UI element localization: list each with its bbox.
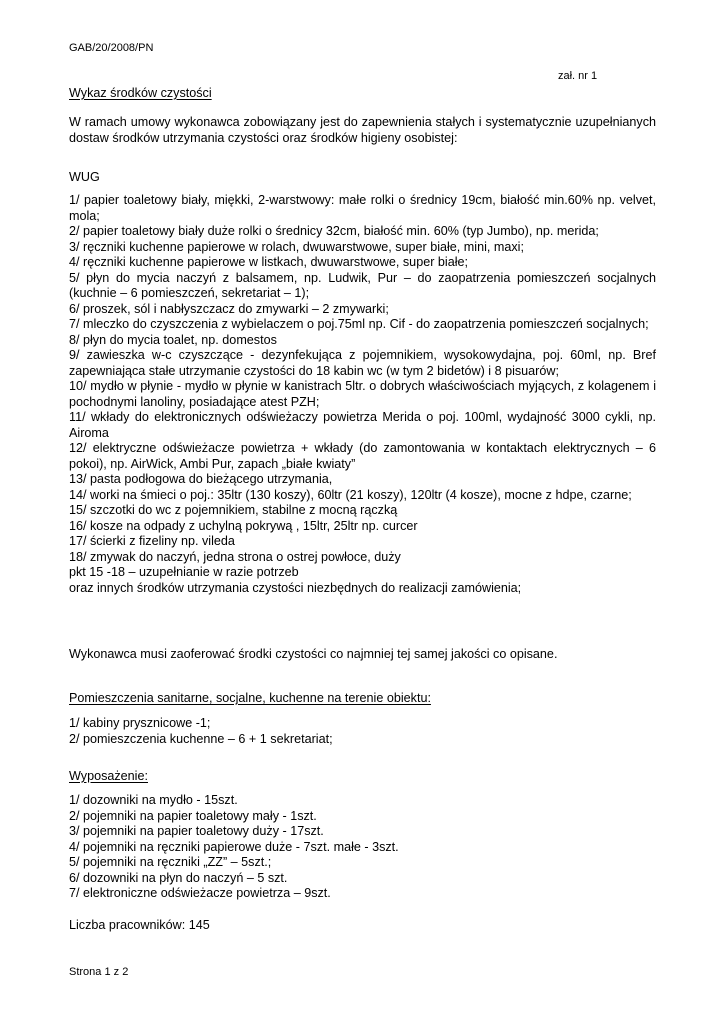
list-item: 3/ pojemniki na papier toaletowy duży - 17szt. xyxy=(69,824,324,838)
list-item: 4/ pojemniki na ręczniki papierowe duże - 7szt. małe - 3szt. xyxy=(69,839,399,854)
list-item: 1/ dozowniki na mydło - 15szt. xyxy=(69,793,238,807)
attachment-label: zał. nr 1 xyxy=(558,70,598,82)
document-reference: GAB/20/2008/PN xyxy=(69,42,154,54)
list-item: 1/ papier toaletowy biały, miękki, 2-warstwowy: małe rolki o średnicy 19cm, białość min.60% np. velvet, mola; xyxy=(69,193,656,223)
list-item: 9/ zawieszka w-c czyszczące - dezynfekująca z pojemnikiem, wysokowydajna, poj. 60ml, np. Bref zapewniająca stałe utrzymanie czystości do 18 kabin wc (w tym 2 bidetów) i 8 pisuarów; xyxy=(69,348,656,378)
list-item: 7/ elektroniczne odświeżacze powietrza – 9szt. xyxy=(69,886,331,900)
list-item: 6/ dozowniki na płyn do naczyń – 5 szt. xyxy=(69,870,288,885)
rooms-heading: Pomieszczenia sanitarne, socjalne, kuchenne na terenie obiektu: xyxy=(69,691,431,705)
equipment-list xyxy=(69,793,399,902)
list-item: 10/ mydło w płynie - mydło w płynie w kanistrach 5ltr. o dobrych właściwościach myjących, z kolagenem i pochodnymi lanoliny, posiadające atest PZH; xyxy=(69,379,656,409)
list-item: pkt 15 -18 – uzupełnianie w razie potrzeb xyxy=(69,565,299,579)
list-item: oraz innych środków utrzymania czystości niezbędnych do realizacji zamówienia; xyxy=(69,580,522,595)
list-item: 8/ płyn do mycia toalet, np. domestos xyxy=(69,332,277,347)
rooms-list xyxy=(69,716,333,747)
quality-note: Wykonawca musi zaoferować środki czystości co najmniej tej samej jakości co opisane. xyxy=(69,647,558,661)
list-item: 2/ pojemniki na papier toaletowy mały - 1szt. xyxy=(69,808,317,823)
list-item: 7/ mleczko do czyszczenia z wybielaczem o poj.75ml np. Cif - do zaopatrzenia pomieszczeń socjalnych; xyxy=(69,317,649,331)
list-item: 5/ płyn do mycia naczyń z balsamem, np. Ludwik, Pur – do zaopatrzenia pomieszczeń socjalnych (kuchnie – 6 pomieszczeń, sekretariat – 1); xyxy=(69,270,656,300)
list-item: 18/ zmywak do naczyń, jedna strona o ostrej powłoce, duży xyxy=(69,549,401,564)
intro-paragraph: W ramach umowy wykonawca zobowiązany jest do zapewnienia stałych i systematycznie uzupełnianych dostaw środków utrzymania czystości oraz środków higieny osobistej: xyxy=(69,115,656,145)
list-item: 16/ kosze na odpady z uchylną pokrywą , 15ltr, 25ltr np. curcer xyxy=(69,518,418,533)
list-item: 17/ ścierki z fizeliny np. vileda xyxy=(69,534,235,548)
supplies-list xyxy=(69,193,656,596)
list-item: 2/ pomieszczenia kuchenne – 6 + 1 sekretariat; xyxy=(69,731,333,746)
section-label: WUG xyxy=(69,170,100,184)
employee-count: Liczba pracowników: 145 xyxy=(69,918,210,932)
equipment-heading: Wyposażenie: xyxy=(69,769,148,783)
list-item: 3/ ręczniki kuchenne papierowe w rolach, dwuwarstwowe, super białe, mini, maxi; xyxy=(69,239,524,254)
list-item: 2/ papier toaletowy biały duże rolki o średnicy 32cm, białość min. 60% (typ Jumbo), np. merida; xyxy=(69,224,599,238)
document-title: Wykaz środków czystości xyxy=(69,86,212,100)
list-item: 13/ pasta podłogowa do bieżącego utrzymania, xyxy=(69,472,333,486)
list-item: 6/ proszek, sól i nabłyszczacz do zmywarki – 2 zmywarki; xyxy=(69,301,389,316)
list-item: 1/ kabiny prysznicowe -1; xyxy=(69,716,211,730)
page-number: Strona 1 z 2 xyxy=(69,966,129,978)
list-item: 12/ elektryczne odświeżacze powietrza + wkłady (do zamontowania w kontaktach elektrycznych – 6 pokoi), np. AirWick, Ambi Pur, zapach „białe kwiaty” xyxy=(69,441,656,471)
list-item: 15/ szczotki do wc z pojemnikiem, stabilne z mocną rączką xyxy=(69,503,398,517)
list-item: 11/ wkłady do elektronicznych odświeżaczy powietrza Merida o poj. 100ml, wydajność 3000 cykli, np. Airoma xyxy=(69,410,656,440)
list-item: 14/ worki na śmieci o poj.: 35ltr (130 koszy), 60ltr (21 koszy), 120ltr (4 kosze), mocne z hdpe, czarne; xyxy=(69,487,632,502)
list-item: 4/ ręczniki kuchenne papierowe w listkach, dwuwarstwowe, super białe; xyxy=(69,255,468,269)
list-item: 5/ pojemniki na ręczniki „ZZ” – 5szt.; xyxy=(69,855,272,869)
